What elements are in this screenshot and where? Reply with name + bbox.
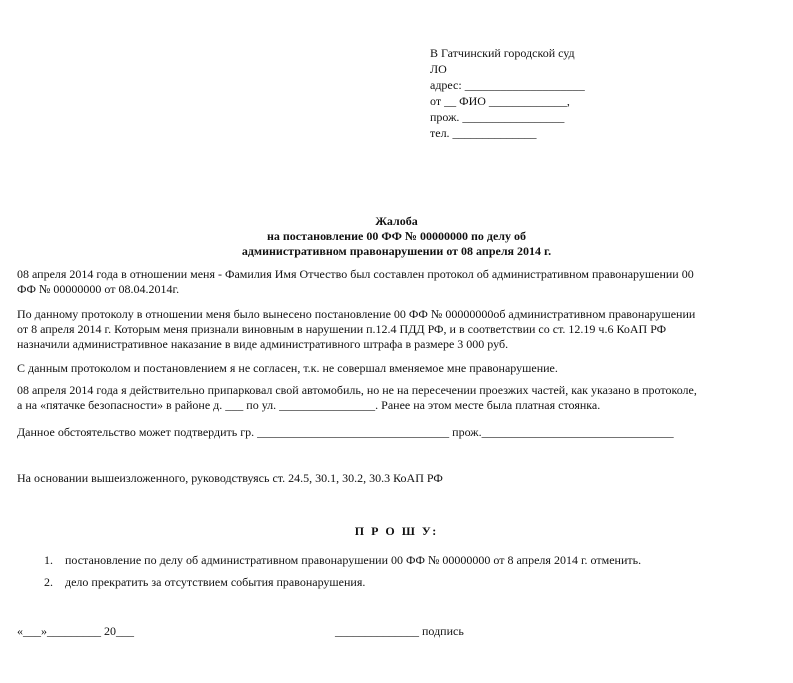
addressee-address: адрес: ____________________ bbox=[430, 78, 585, 92]
addressee-residence: прож. _________________ bbox=[430, 110, 565, 124]
paragraph-line: По данному протоколу в отношении меня было вынесено постановление 00 ФФ № 00000000об административном правонарушении bbox=[17, 307, 696, 321]
addressee-court: В Гатчинский городской суд bbox=[430, 46, 575, 60]
title-line-1: Жалоба bbox=[375, 214, 418, 228]
addressee-block bbox=[430, 45, 770, 141]
paragraph-line: Данное обстоятельство может подтвердить гр. ________________________________ прож.________________________________ bbox=[17, 425, 674, 439]
signature-field: ______________ подпись bbox=[335, 624, 464, 638]
paragraph-disagreement bbox=[17, 361, 782, 376]
request-heading: П Р О Ш У: bbox=[354, 524, 439, 538]
paragraph-line: а на «пятачке безопасности» в районе д. ___ по ул. ________________. Ранее на этом месте была платная стоянка. bbox=[17, 398, 601, 412]
paragraph-line: от 8 апреля 2014 г. Которым меня признали виновным в нарушении п.12.4 ПДД РФ, и в соответствии со ст. 12.19 ч.6 КоАП РФ bbox=[17, 322, 667, 336]
request-item-text: дело прекратить за отсутствием события правонарушения. bbox=[65, 575, 366, 589]
paragraph-witness bbox=[17, 425, 782, 440]
request-item-1 bbox=[44, 553, 784, 568]
paragraph-protocol bbox=[17, 267, 782, 297]
paragraph-line: На основании вышеизложенного, руководствуясь ст. 24.5, 30.1, 30.2, 30.3 КоАП РФ bbox=[17, 471, 443, 485]
paragraph-resolution bbox=[17, 307, 782, 352]
document-title bbox=[0, 214, 793, 259]
addressee-region: ЛО bbox=[430, 62, 447, 76]
paragraph-line: 08 апреля 2014 года в отношении меня - Фамилия Имя Отчество был составлен протокол об административном правонарушении 00 bbox=[17, 267, 694, 281]
paragraph-line: 08 апреля 2014 года я действительно припарковал свой автомобиль, но не на пересечении проезжих частей, как указано в протоколе, bbox=[17, 383, 697, 397]
addressee-from: от __ ФИО _____________, bbox=[430, 94, 570, 108]
request-item-2 bbox=[44, 575, 784, 590]
addressee-phone: тел. ______________ bbox=[430, 126, 537, 140]
request-item-text: постановление по делу об административном правонарушении 00 ФФ № 00000000 от 8 апреля 2014 г. отменить. bbox=[65, 553, 642, 567]
paragraph-circumstances bbox=[17, 383, 782, 413]
paragraph-line: С данным протоколом и постановлением я не согласен, т.к. не совершал вменяемое мне правонарушение. bbox=[17, 361, 558, 375]
title-line-3: административном правонарушении от 08 апреля 2014 г. bbox=[241, 244, 552, 258]
request-item-number: 1. bbox=[44, 553, 53, 567]
paragraph-line: ФФ № 00000000 от 08.04.2014г. bbox=[17, 282, 180, 296]
request-item-number: 2. bbox=[44, 575, 53, 589]
date-field: «___»_________ 20___ bbox=[17, 624, 134, 638]
paragraph-legal-basis bbox=[17, 471, 782, 486]
paragraph-line: назначили административное наказание в виде административного штрафа в размере 3 000 руб. bbox=[17, 337, 509, 351]
title-line-2: на постановление 00 ФФ № 00000000 по делу об bbox=[266, 229, 527, 243]
